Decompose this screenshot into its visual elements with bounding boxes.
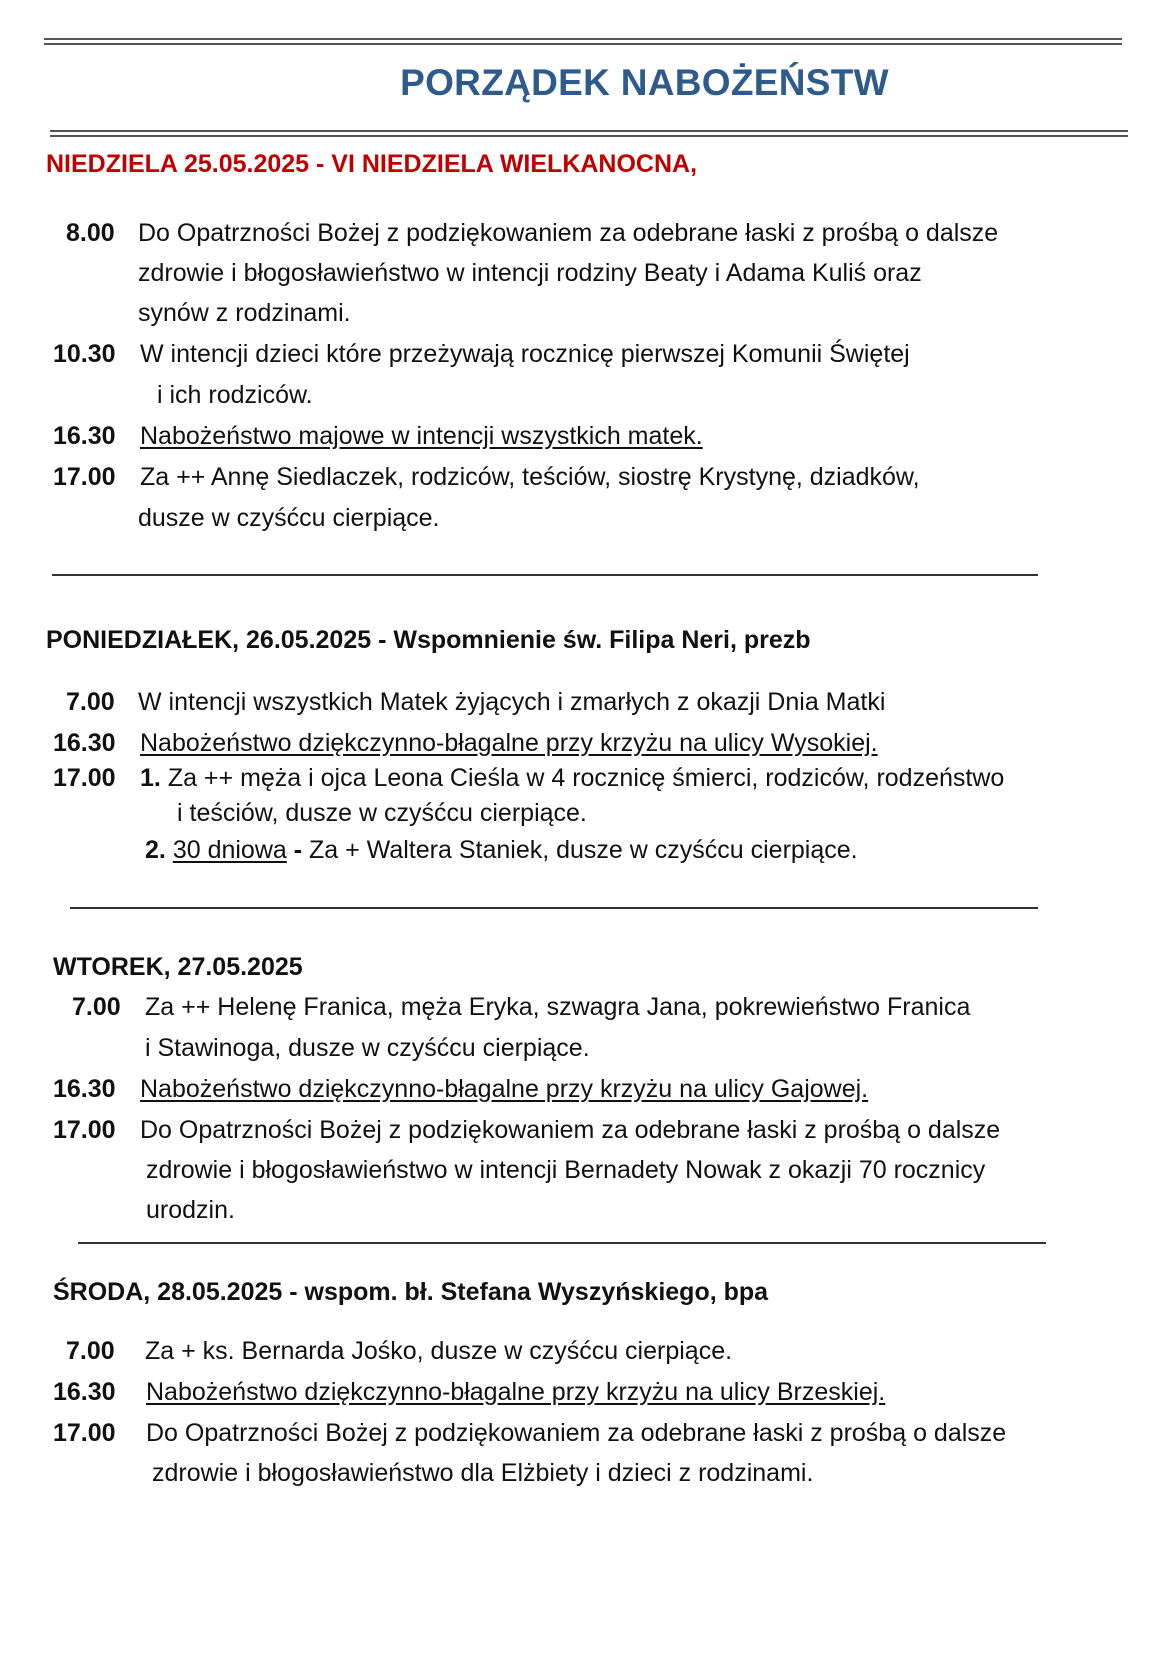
- section-divider: [70, 907, 1038, 909]
- intention-line: i teściów, dusze w czyśćcu cierpiące.: [177, 799, 587, 827]
- item-number: 1.: [140, 764, 161, 792]
- intention-line: Nabożeństwo dziękczynno-błagalne przy krzyżu na ulicy Wysokiej.: [140, 729, 878, 757]
- mass-time: 16.30: [53, 422, 116, 450]
- intention-line: urodzin.: [146, 1196, 235, 1224]
- intention-line: synów z rodzinami.: [138, 299, 351, 327]
- intention-text: Za ++ męża i ojca Leona Cieśla w 4 rocznicę śmierci, rodziców, rodzeństwo: [167, 764, 1005, 792]
- mass-time: 7.00: [66, 1337, 115, 1365]
- intention-line: W intencji wszystkich Matek żyjących i zmarłych z okazji Dnia Matki: [138, 688, 886, 716]
- intention-line: zdrowie i błogosławieństwo dla Elżbiety i dzieci z rodzinami.: [152, 1459, 814, 1487]
- intention-line: Do Opatrzności Bożej z podziękowaniem za odebrane łaski z prośbą o dalsze: [146, 1419, 1007, 1447]
- mass-time: 16.30: [53, 1378, 116, 1406]
- intention-line: Do Opatrzności Bożej z podziękowaniem za odebrane łaski z prośbą o dalsze: [138, 219, 999, 247]
- intention-text: Za + Waltera Staniek, dusze w czyśćcu cierpiące.: [309, 836, 858, 864]
- day-header: NIEDZIELA 25.05.2025 - VI NIEDZIELA WIELKANOCNA,: [46, 150, 698, 178]
- mass-time: 17.00: [53, 1116, 116, 1144]
- title-rule: [50, 130, 1128, 132]
- intention-line: dusze w czyśćcu cierpiące.: [138, 504, 440, 532]
- intention-line: i ich rodziców.: [157, 381, 313, 409]
- mass-time: 17.00: [53, 463, 116, 491]
- top-rule-2: [44, 43, 1122, 45]
- title-rule-2: [50, 135, 1128, 137]
- intention-line: i Stawinoga, dusze w czyśćcu cierpiące.: [145, 1034, 590, 1062]
- intention-line: zdrowie i błogosławieństwo w intencji Bernadety Nowak z okazji 70 rocznicy: [146, 1156, 986, 1184]
- intention-line: Za ++ Helenę Franica, męża Eryka, szwagra Jana, pokrewieństwo Franica: [145, 993, 971, 1021]
- section-divider: [52, 574, 1038, 576]
- mass-time: 16.30: [53, 1075, 116, 1103]
- intention-line: [140, 764, 1004, 793]
- thirty-day-label: 30 dniowa: [172, 836, 287, 864]
- mass-time: 7.00: [66, 688, 115, 716]
- top-rule: [44, 38, 1122, 40]
- intention-line: Nabożeństwo majowe w intencji wszystkich matek.: [140, 422, 703, 450]
- intention-line: Za ++ Annę Siedlaczek, rodziców, teściów, siostrę Krystynę, dziadków,: [140, 463, 920, 491]
- intention-line: Nabożeństwo dziękczynno-błagalne przy krzyżu na ulicy Brzeskiej.: [146, 1378, 886, 1406]
- mass-time: 16.30: [53, 729, 116, 757]
- intention-line: Do Opatrzności Bożej z podziękowaniem za odebrane łaski z prośbą o dalsze: [140, 1116, 1001, 1144]
- intention-line: W intencji dzieci które przeżywają rocznicę pierwszej Komunii Świętej: [140, 340, 910, 368]
- mass-time: 10.30: [53, 340, 116, 368]
- dash: -: [286, 836, 310, 864]
- day-header: ŚRODA, 28.05.2025 - wspom. bł. Stefana Wyszyńskiego, bpa: [53, 1278, 769, 1306]
- intention-line: Nabożeństwo dziękczynno-błagalne przy krzyżu na ulicy Gajowej.: [140, 1075, 869, 1103]
- item-number: 2.: [145, 836, 166, 864]
- mass-time: 17.00: [53, 1419, 116, 1447]
- intention-line: Za + ks. Bernarda Jośko, dusze w czyśćcu cierpiące.: [145, 1337, 733, 1365]
- section-divider: [78, 1242, 1046, 1244]
- page-title: PORZĄDEK NABOŻEŃSTW: [400, 62, 889, 103]
- mass-time: 8.00: [66, 219, 115, 247]
- intention-line: [145, 836, 858, 865]
- mass-time: 7.00: [72, 993, 121, 1021]
- intention-line: zdrowie i błogosławieństwo w intencji rodziny Beaty i Adama Kuliś oraz: [138, 259, 922, 287]
- mass-time: 17.00: [53, 764, 116, 792]
- day-header: PONIEDZIAŁEK, 26.05.2025 - Wspomnienie św. Filipa Neri, prezb: [46, 626, 811, 654]
- day-header: WTOREK, 27.05.2025: [53, 953, 303, 981]
